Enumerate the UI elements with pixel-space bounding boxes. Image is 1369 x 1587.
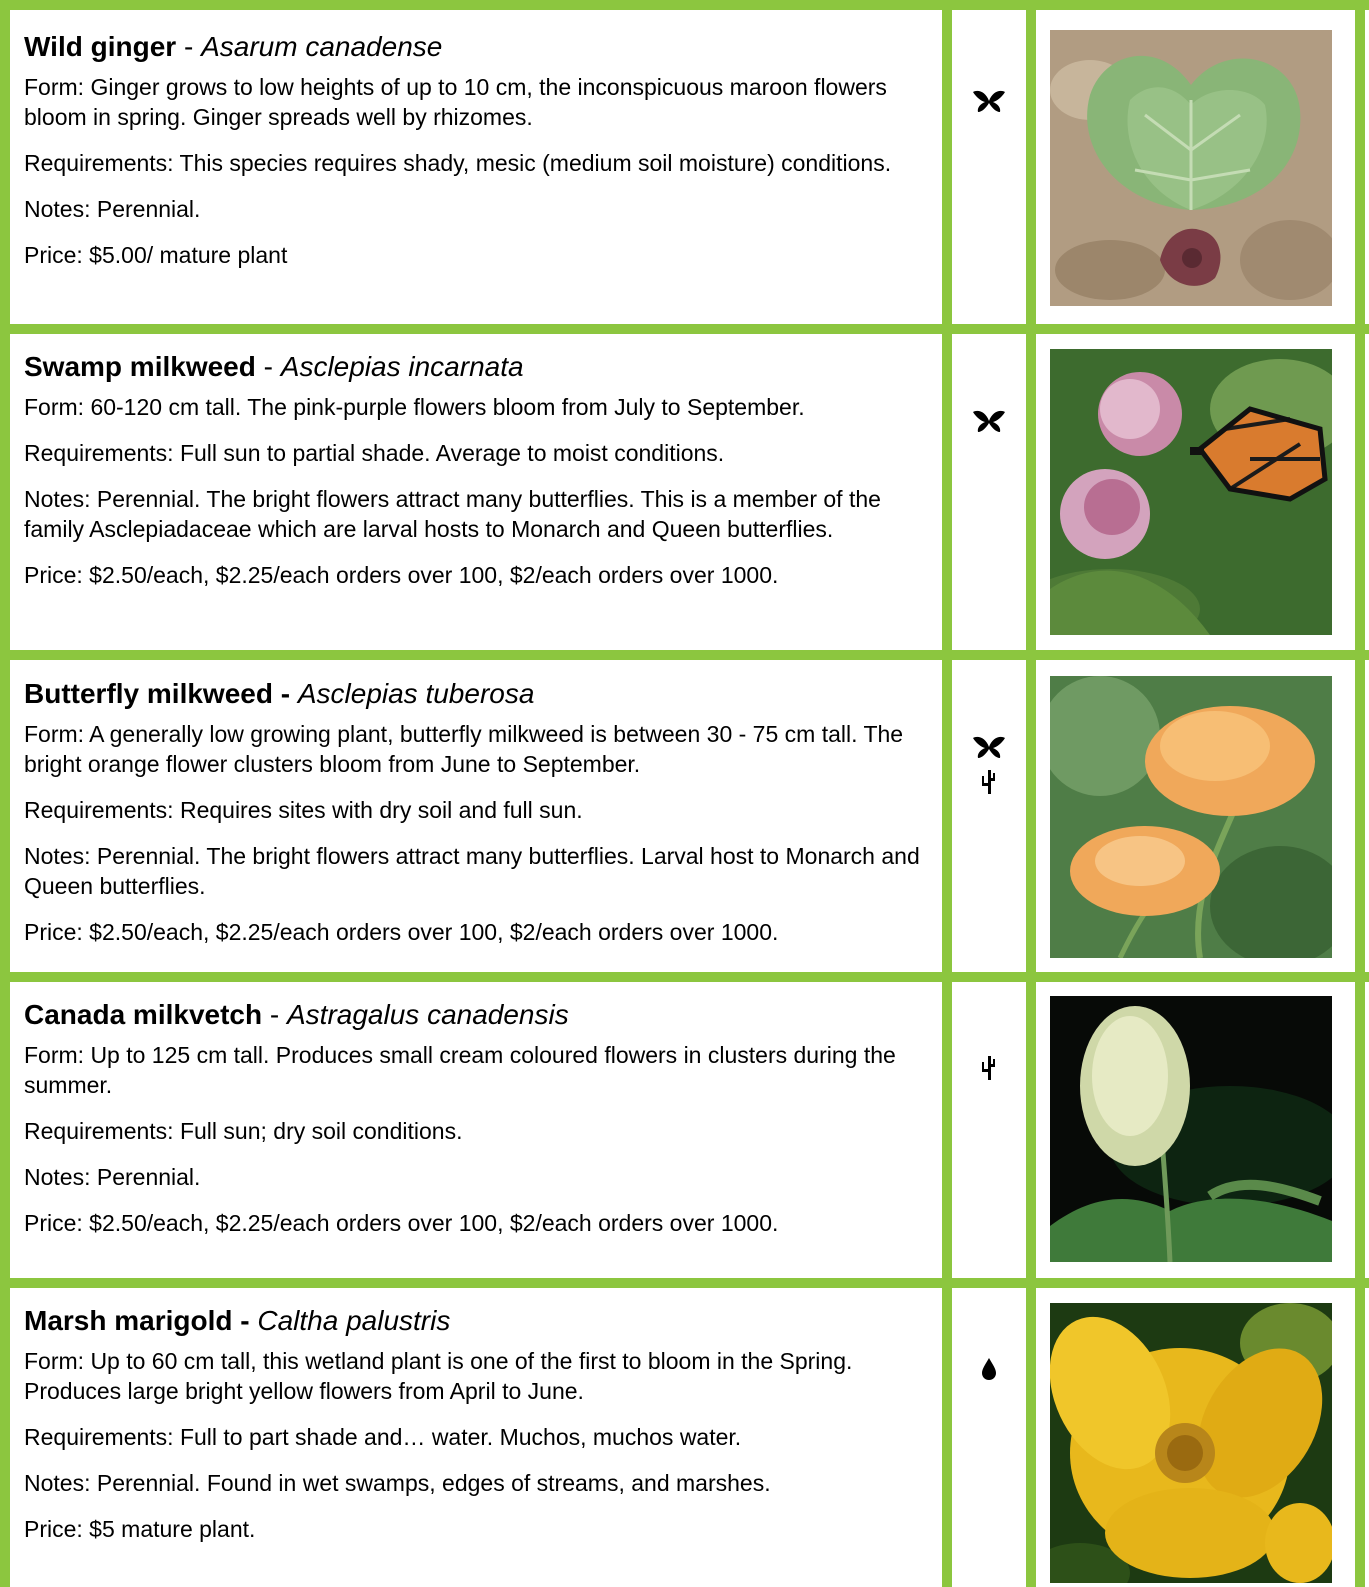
common-name: Wild ginger bbox=[24, 31, 177, 62]
requirements-text: Requirements: Requires sites with dry soil and full sun. bbox=[24, 797, 583, 823]
row-divider bbox=[0, 972, 1369, 982]
scientific-name: Asclepias tuberosa bbox=[297, 678, 535, 709]
requirements-text: Requirements: Full sun; dry soil conditions. bbox=[24, 1118, 463, 1144]
plant-description-swamp-milkweed bbox=[24, 350, 929, 606]
requirements-text: Requirements: Full to part shade and… water. Muchos, muchos water. bbox=[24, 1424, 742, 1450]
plant-description-butterfly-milkweed bbox=[24, 677, 929, 963]
plant-title bbox=[24, 350, 929, 384]
scientific-name: Asarum canadense bbox=[201, 31, 443, 62]
common-name: Swamp milkweed bbox=[24, 351, 256, 382]
swamp-milkweed-photo bbox=[1050, 349, 1332, 635]
notes-text: Notes: Perennial. Found in wet swamps, edges of streams, and marshes. bbox=[24, 1470, 771, 1496]
notes-text: Notes: Perennial. The bright flowers attract many butterflies. Larval host to Monarch and Queen butterflies. bbox=[24, 843, 920, 899]
form-text: Form: Up to 125 cm tall. Produces small cream coloured flowers in clusters during the summer. bbox=[24, 1042, 896, 1098]
butterfly-icon bbox=[972, 734, 1006, 760]
name-separator: - bbox=[176, 31, 202, 62]
price-text: Price: $2.50/each, $2.25/each orders over 100, $2/each orders over 1000. bbox=[24, 919, 779, 945]
scientific-name: Astragalus canadensis bbox=[287, 999, 569, 1030]
habitat-icons bbox=[972, 1356, 1006, 1382]
marsh-marigold-photo bbox=[1050, 1303, 1332, 1583]
habitat-icons bbox=[972, 408, 1006, 434]
scientific-name: Asclepias incarnata bbox=[280, 351, 524, 382]
name-separator bbox=[290, 678, 298, 709]
column-divider-1 bbox=[942, 0, 952, 1587]
plant-title bbox=[24, 677, 929, 711]
plant-description-wild-ginger bbox=[24, 30, 929, 286]
habitat-icons bbox=[972, 734, 1006, 796]
name-separator: - bbox=[255, 351, 281, 382]
requirements-text: Requirements: This species requires shady, mesic (medium soil moisture) conditions. bbox=[24, 150, 892, 176]
row-divider bbox=[0, 1278, 1369, 1288]
habitat-icons bbox=[972, 1054, 1006, 1082]
plant-title bbox=[24, 30, 929, 64]
common-name: Canada milkvetch bbox=[24, 999, 263, 1030]
canada-milkvetch-photo bbox=[1050, 996, 1332, 1262]
price-text: Price: $2.50/each, $2.25/each orders over 100, $2/each orders over 1000. bbox=[24, 562, 779, 588]
cactus-icon bbox=[979, 768, 999, 796]
form-text: Form: Up to 60 cm tall, this wetland plant is one of the first to bloom in the Spring. Produces large bright yellow flowers from April to June. bbox=[24, 1348, 853, 1404]
butterfly-icon bbox=[972, 88, 1006, 114]
cactus-icon bbox=[979, 1054, 999, 1082]
price-text: Price: $5 mature plant. bbox=[24, 1516, 256, 1542]
notes-text: Notes: Perennial. bbox=[24, 1164, 201, 1190]
plant-description-canada-milkvetch bbox=[24, 998, 929, 1254]
scientific-name: Caltha palustris bbox=[257, 1305, 451, 1336]
plant-title bbox=[24, 1304, 929, 1338]
common-name: Butterfly milkweed - bbox=[24, 678, 291, 709]
price-text: Price: $2.50/each, $2.25/each orders over 100, $2/each orders over 1000. bbox=[24, 1210, 779, 1236]
frame-top bbox=[0, 0, 1369, 10]
name-separator: - bbox=[262, 999, 287, 1030]
plant-title bbox=[24, 998, 929, 1032]
notes-text: Notes: Perennial. bbox=[24, 196, 201, 222]
plant-description-marsh-marigold bbox=[24, 1304, 929, 1560]
frame-left bbox=[0, 0, 10, 1587]
water-drop-icon bbox=[979, 1356, 999, 1382]
requirements-text: Requirements: Full sun to partial shade. Average to moist conditions. bbox=[24, 440, 725, 466]
column-divider-2 bbox=[1026, 0, 1036, 1587]
row-divider bbox=[0, 324, 1369, 334]
price-text: Price: $5.00/ mature plant bbox=[24, 242, 288, 268]
wild-ginger-photo bbox=[1050, 30, 1332, 306]
common-name: Marsh marigold - bbox=[24, 1305, 250, 1336]
form-text: Form: Ginger grows to low heights of up to 10 cm, the inconspicuous maroon flowers bloom in spring. Ginger spreads well by rhizomes. bbox=[24, 74, 887, 130]
form-text: Form: 60-120 cm tall. The pink-purple flowers bloom from July to September. bbox=[24, 394, 805, 420]
notes-text: Notes: Perennial. The bright flowers attract many butterflies. This is a member of the family Asclepiadaceae which are larval hosts to Monarch and Queen butterflies. bbox=[24, 486, 881, 542]
frame-right bbox=[1355, 0, 1365, 1587]
row-divider bbox=[0, 650, 1369, 660]
form-text: Form: A generally low growing plant, butterfly milkweed is between 30 - 75 cm tall. The bright orange flower clusters bloom from June to September. bbox=[24, 721, 904, 777]
butterfly-icon bbox=[972, 408, 1006, 434]
habitat-icons bbox=[972, 88, 1006, 114]
butterfly-milkweed-photo bbox=[1050, 676, 1332, 958]
